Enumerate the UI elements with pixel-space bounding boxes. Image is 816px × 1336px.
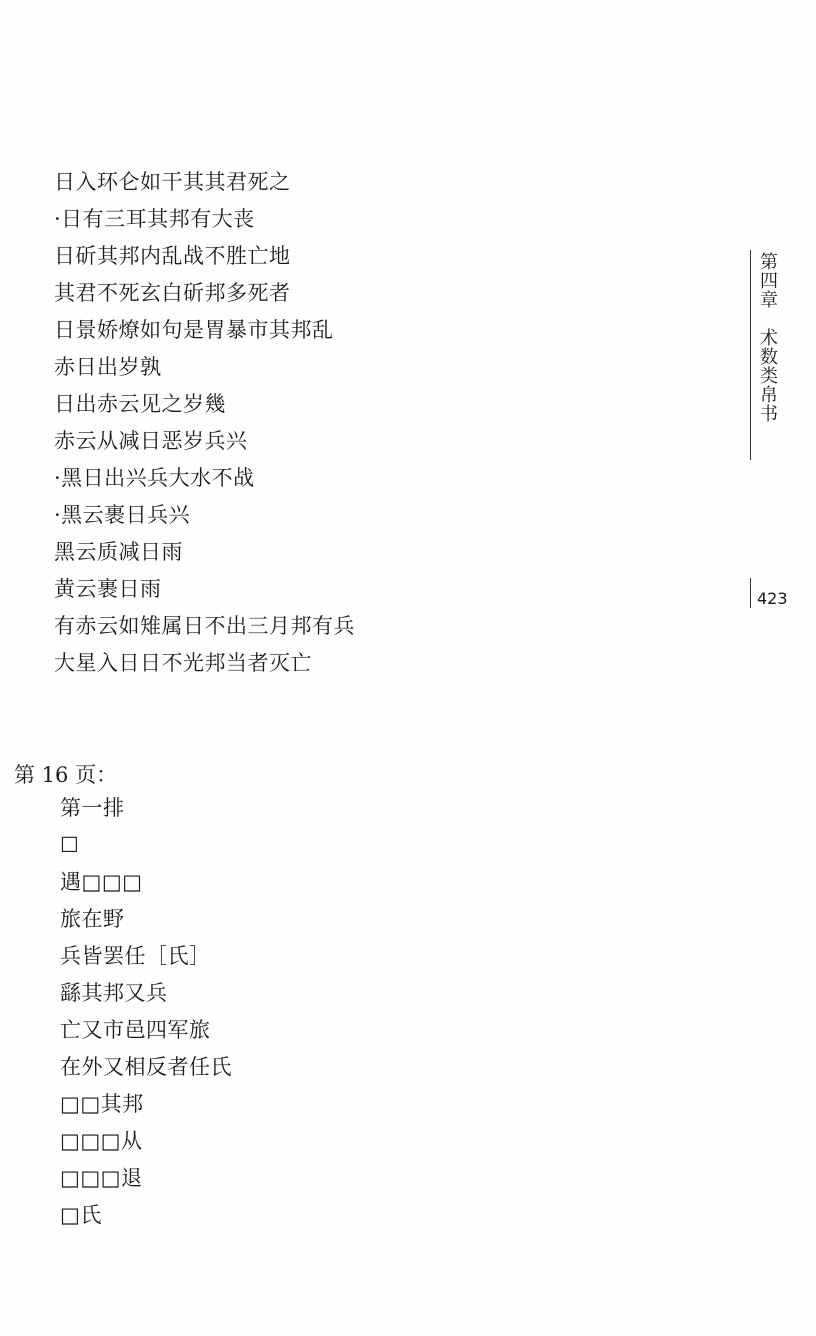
page-number: 423 [757,589,788,608]
side-divider-upper [750,250,751,460]
text-line: □□□退 [60,1166,143,1190]
text-line: 第一排 [60,796,125,820]
text-line: 其君不死玄白斫邦多死者 [54,281,291,305]
running-chapter-title: 第四章 术数类帛书 [757,252,778,423]
text-line: 日斫其邦内乱战不胜亡地 [54,244,291,268]
text-line: ☐ [60,833,80,857]
text-line: 在外又相反者任氏 [60,1055,232,1079]
text-line: 大星入日日不光邦当者灭亡 [54,651,312,675]
page-heading: 第 16 页： [14,763,118,787]
text-line: ·黑日出兴兵大水不战 [54,466,255,490]
text-line: ·日有三耳其邦有大丧 [54,207,255,231]
text-line: 日景娇燎如句是胃暴市其邦乱 [54,318,334,342]
text-line: 日入环仑如干其其君死之 [54,170,291,194]
text-line: 赤云从减日恶岁兵兴 [54,429,248,453]
side-divider-lower [750,578,751,608]
text-line: 有赤云如雉属日不出三月邦有兵 [54,614,355,638]
text-line: 黑云质减日雨 [54,540,183,564]
text-line: 繇其邦又兵 [60,981,168,1005]
text-line: 亡又市邑四军旅 [60,1018,211,1042]
text-line: 赤日出岁孰 [54,355,162,379]
text-line: 旅在野 [60,907,125,931]
text-line: 兵皆罢任［氏］ [60,944,211,968]
transcription-section-top [54,164,355,682]
text-line: 遇□□□ [60,870,143,894]
transcription-section-bottom [60,790,232,1234]
text-line: 黄云裹日雨 [54,577,162,601]
text-line: □□□从 [60,1129,143,1153]
text-line: □氏 [60,1203,102,1227]
text-line: 日出赤云见之岁幾 [54,392,226,416]
text-line: ·黑云裹日兵兴 [54,503,191,527]
text-line: □□其邦 [60,1092,144,1116]
